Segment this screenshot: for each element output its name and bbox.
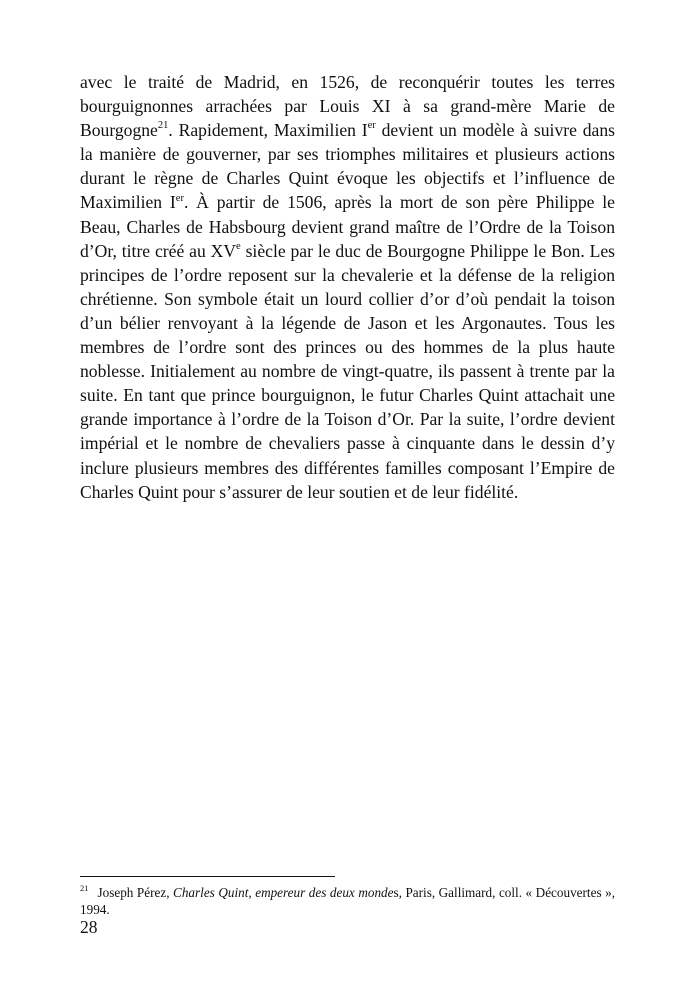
body-paragraph (80, 70, 615, 504)
page-number: 28 (80, 917, 98, 937)
footnote-title: Charles Quint, empereur des deux monde (173, 885, 394, 900)
footnote-author: Joseph Pérez, (97, 885, 174, 900)
footnote-publication: s, Paris, Gallimard, coll. « Découvertes », 1994. (80, 885, 615, 917)
footnote-reference[interactable]: 21 (157, 120, 169, 132)
footnote (80, 884, 615, 918)
body-text-segment: siècle par le duc de Bourgogne Philippe le Bon. Les principes de l’ordre reposent sur la chevalerie et la défense de la religion chrétienne. Son symbole était un lourd collier d’or d’où pendait la toison d’un bélier renvoyant à la légende de Jason et les Argonautes. Tous les membres de l’ordre sont des princes ou des hommes de la plus haute noblesse. Initialement au nombre de vingt-quatre, ils passent à trente par la suite. En tant que prince bourguignon, le futur Charles Quint attachait une grande importance à l’ordre de la Toison d’Or. Par la suite, l’ordre devient impérial et le nombre de chevaliers passe à cinquante dans le dessin d’y inclure plusieurs membres des différentes familles composant l’Empire de Charles Quint pour s’assurer de leur soutien et de leur fidélité. (80, 240, 615, 502)
superscript-century: e (236, 240, 241, 252)
superscript-ordinal: er (175, 192, 184, 204)
body-text-segment: . À partir de 1506, après la mort de son père Philippe le Beau, Charles de Habsbourg devient grand maître de l’Ordre de la Toison d’Or, titre créé au XV (80, 192, 615, 261)
footnote-number: 21 (80, 882, 89, 893)
superscript-ordinal: er (367, 120, 376, 132)
body-text-segment: devient un modèle à suivre dans la manière de gouverner, par ses triomphes militaires et plusieurs actions durant le règne de Charles Quint évoque les objectifs et l’influence de Maximilien I (80, 120, 615, 213)
body-text-segment: avec le traité de Madrid, en 1526, de reconquérir toutes les terres bourguignonnes arrachées par Louis XI à sa grand-mère Marie de Bourgogne (80, 72, 615, 141)
footnote-separator (80, 876, 335, 877)
body-text-segment: . Rapidement, Maximilien I (168, 120, 368, 141)
